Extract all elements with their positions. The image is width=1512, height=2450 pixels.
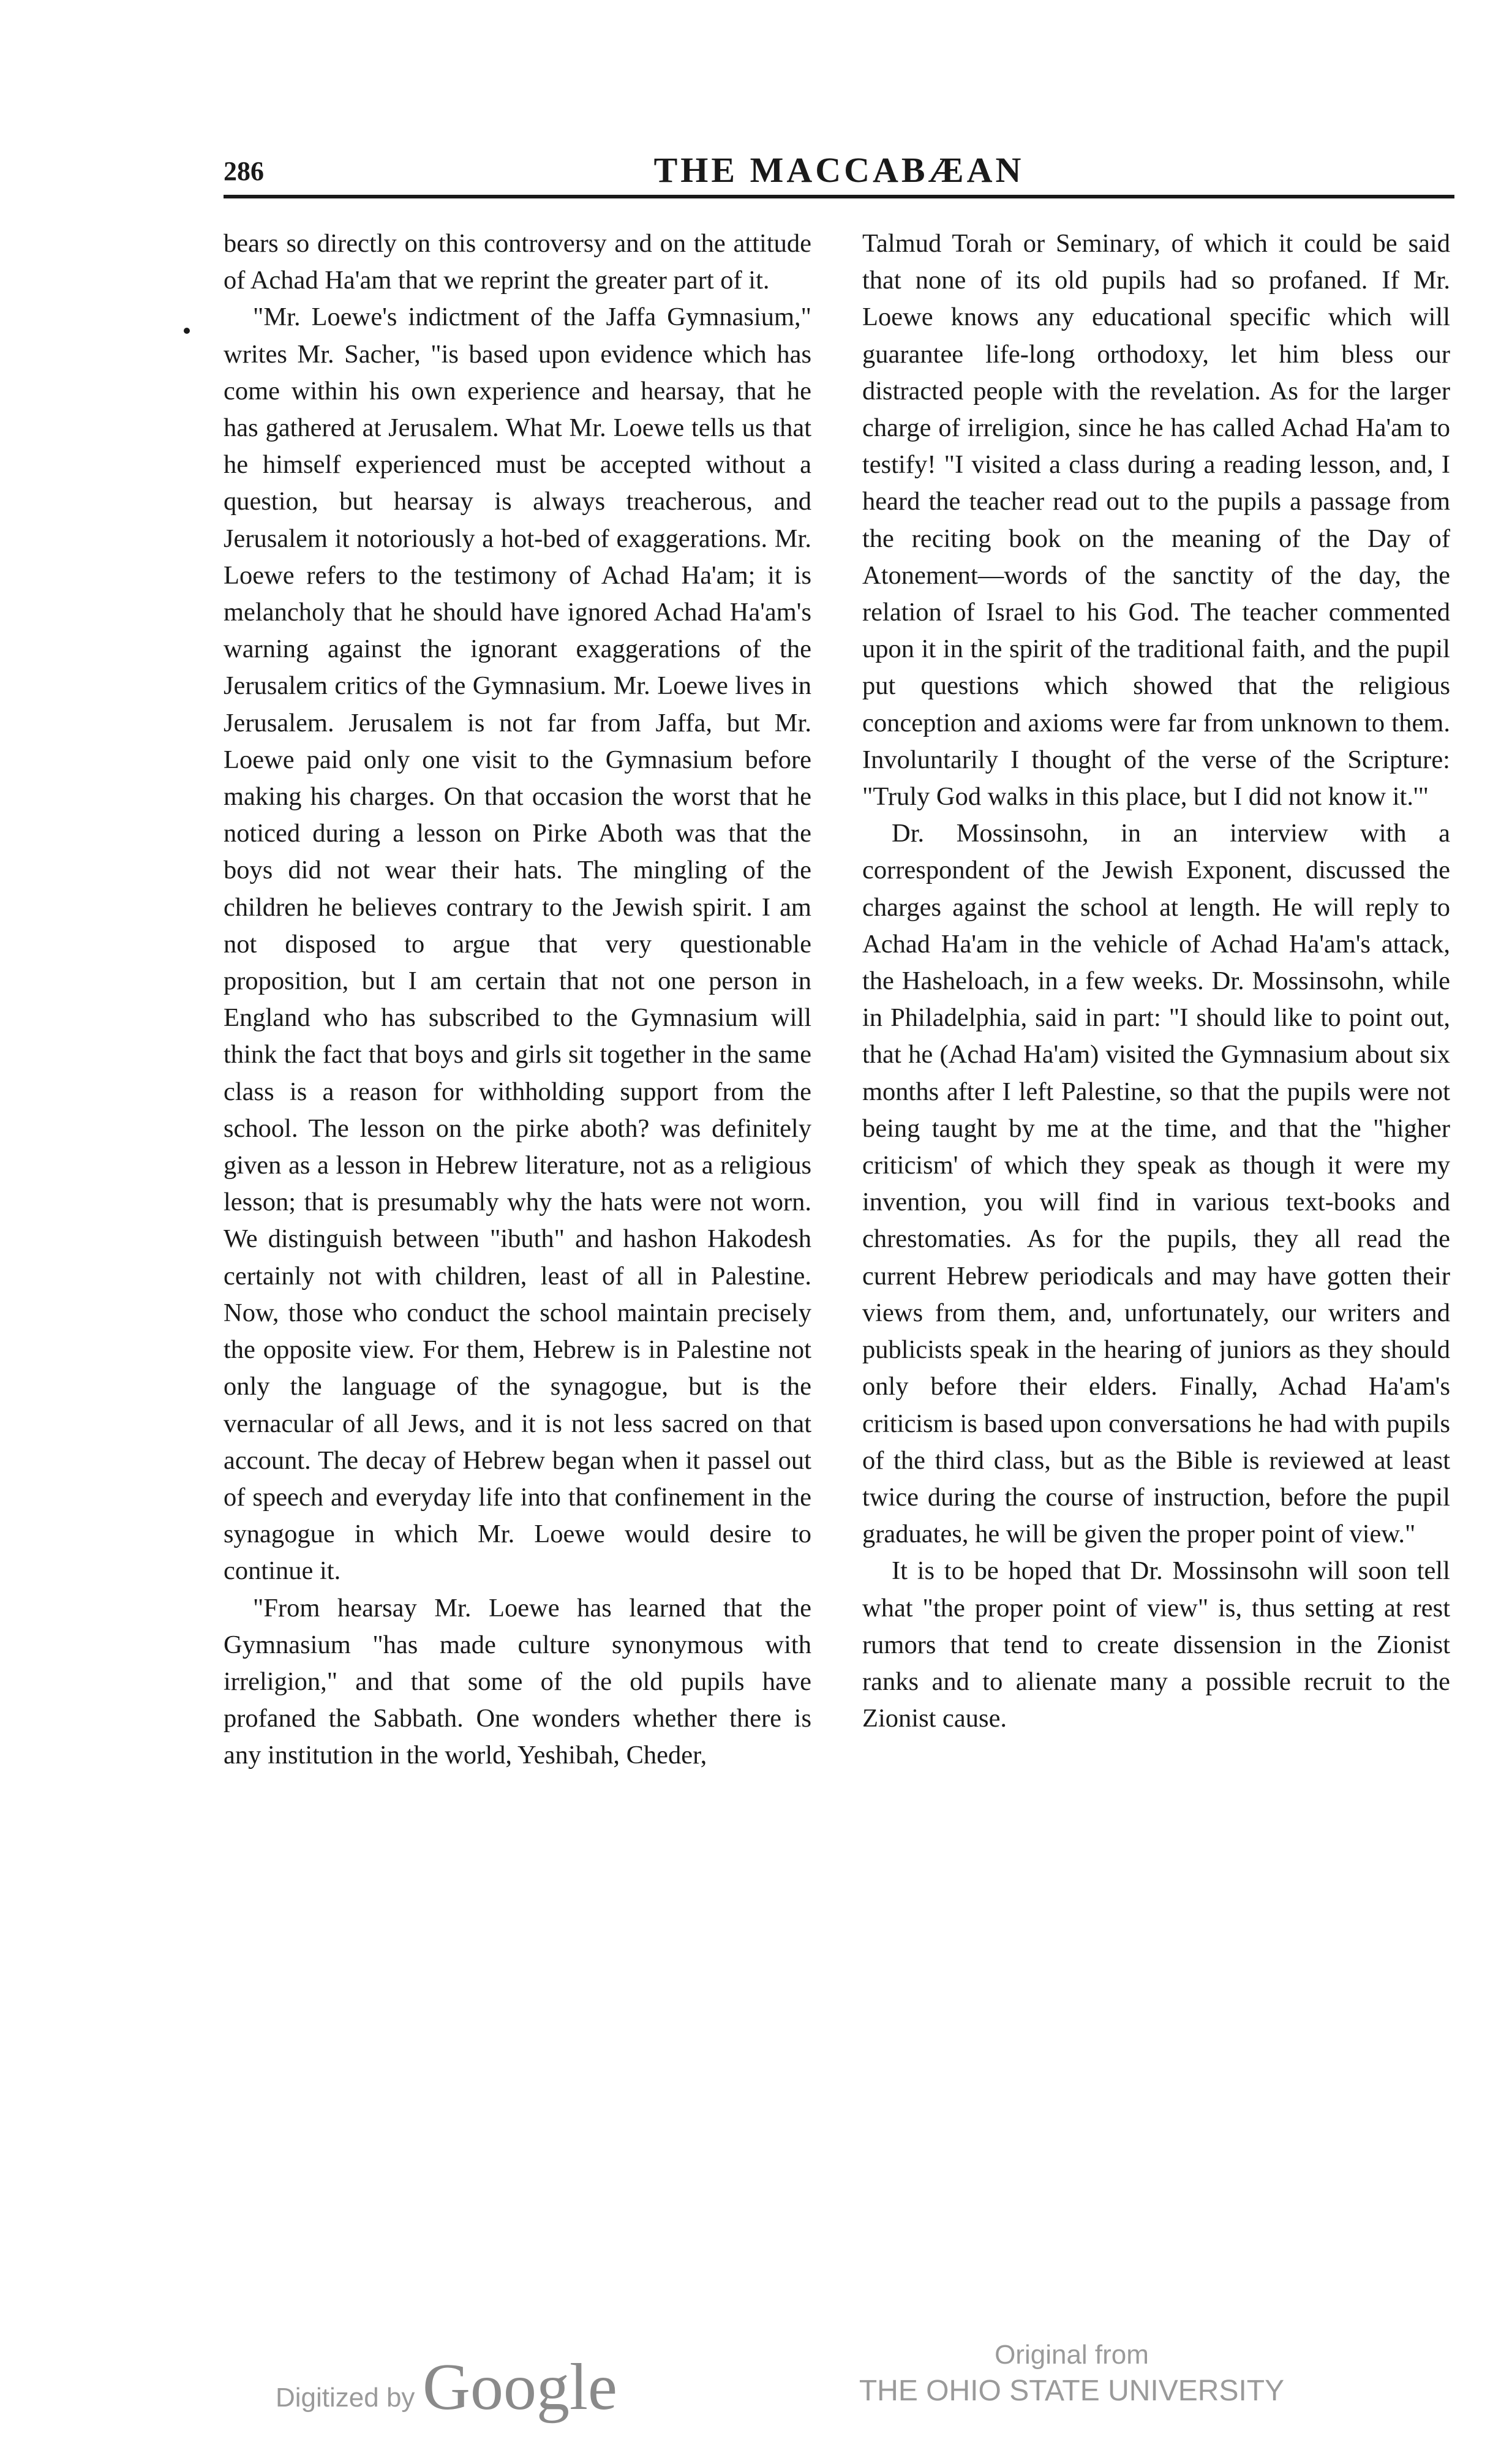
page-number: 286 xyxy=(224,156,264,186)
running-title: THE MACCABÆAN xyxy=(653,150,1025,190)
paragraph: It is to be hoped that Dr. Mossinsohn will soon tell what "the proper point of view" is, thus setting at rest rumors that tend to create dissension in the Zionist ranks and to alienate many a possible recruit to the Zionist cause. xyxy=(862,1556,1450,1733)
paragraph: Dr. Mossinsohn, in an interview with a correspondent of the Jewish Exponent, discussed the charges against the school at length. He will reply to Achad Ha'am in the vehicle of Achad Ha'am's attack, the Hasheloach, in a few weeks. Dr. Mossinsohn, while in Philadelphia, said in part: "I should like to point out, that he (Achad Ha'am) visited the Gymnasium about six months after I left Palestine, so that the pupils were not being taught by me at the time, and that the "higher criticism' of which they speak as though it were my invention, you will find in various text-books and chrestomaties. As for the pupils, they all read the current Hebrew periodicals and may have gotten their views from them, and, unfortunately, our writers and publicists speak in the hearing of juniors as they should only before their elders. Finally, Achad Ha'am's criticism is based upon conversations he had with pupils of the third class, but as the Bible is reviewed at least twice during the course of instruction, before the pupil graduates, he will be given the proper point of view." xyxy=(862,819,1450,1549)
footer xyxy=(0,2321,1512,2438)
page-header xyxy=(224,146,1454,201)
original-from-label: Original from xyxy=(995,2340,1149,2370)
right-column xyxy=(862,225,1450,1737)
header-rule xyxy=(224,195,1454,198)
digitized-by-label: Digitized by xyxy=(276,2383,415,2413)
google-logo: Google xyxy=(423,2351,617,2424)
institution-name: THE OHIO STATE UNIVERSITY xyxy=(859,2375,1285,2407)
margin-dot xyxy=(184,328,190,334)
paragraph: "From hearsay Mr. Loewe has learned that the Gymnasium "has made culture synonymous with irreligion," and that some of the old pupils have profaned the Sabbath. One wonders whether there is any institution in the world, Yeshibah, Cheder, xyxy=(224,1593,811,1770)
paragraph: "Mr. Loewe's indictment of the Jaffa Gymnasium," writes Mr. Sacher, "is based upon evidence which has come within his own experience and hearsay, that he has gathered at Jerusalem. What Mr. Loewe tells us that he himself experienced must be accepted without a question, but hearsay is always treacherous, and Jerusalem it notoriously a hot-bed of exaggerations. Mr. Loewe refers to the testimony of Achad Ha'am; it is melancholy that he should have ignored Achad Ha'am's warning against the ignorant exaggerations of the Jerusalem critics of the Gymnasium. Mr. Loewe lives in Jerusalem. Jerusalem is not far from Jaffa, but Mr. Loewe paid only one visit to the Gymnasium before making his charges. On that occasion the worst that he noticed during a lesson on Pirke Aboth was that the boys did not wear their hats. The mingling of the children he believes contrary to the Jewish spirit. I am not disposed to argue that very questionable proposition, but I am certain that not one person in England who has subscribed to the Gymnasium will think the fact that boys and girls sit together in the same class is a reason for withholding support from the school. The lesson on the pirke aboth? was definitely given as a lesson in Hebrew literature, not as a religious lesson; that is presumably why the hats were not worn. We distinguish between "ibuth" and hashon Hakodesh certainly not with children, least of all in Palestine. Now, those who conduct the school maintain precisely the opposite view. For them, Hebrew is in Palestine not only the language of the synagogue, but is the vernacular of all Jews, and it is not less sacred on that account. The decay of Hebrew began when it passel out of speech and everyday life into that confinement in the synagogue in which Mr. Loewe would desire to continue it. xyxy=(224,303,811,1586)
paragraph: bears so directly on this controversy and on the attitude of Achad Ha'am that we reprint the greater part of it. xyxy=(224,229,811,295)
left-column xyxy=(224,225,811,1774)
paragraph: Talmud Torah or Seminary, of which it could be said that none of its old pupils had so profaned. If Mr. Loewe knows any educational specific which will guarantee life-long orthodoxy, let him bless our distracted people with the revelation. As for the larger charge of irreligion, since he has called Achad Ha'am to testify! "I visited a class during a reading lesson, and, I heard the teacher read out to the pupils a passage from the reciting book on the meaning of the Day of Atonement—words of the sanctity of the day, the relation of Israel to his God. The teacher commented upon it in the spirit of the traditional faith, and the pupil put questions which showed that the religious conception and axioms were far from unknown to them. Involuntarily I thought of the verse of the Scripture: "Truly God walks in this place, but I did not know it.'" xyxy=(862,229,1450,812)
